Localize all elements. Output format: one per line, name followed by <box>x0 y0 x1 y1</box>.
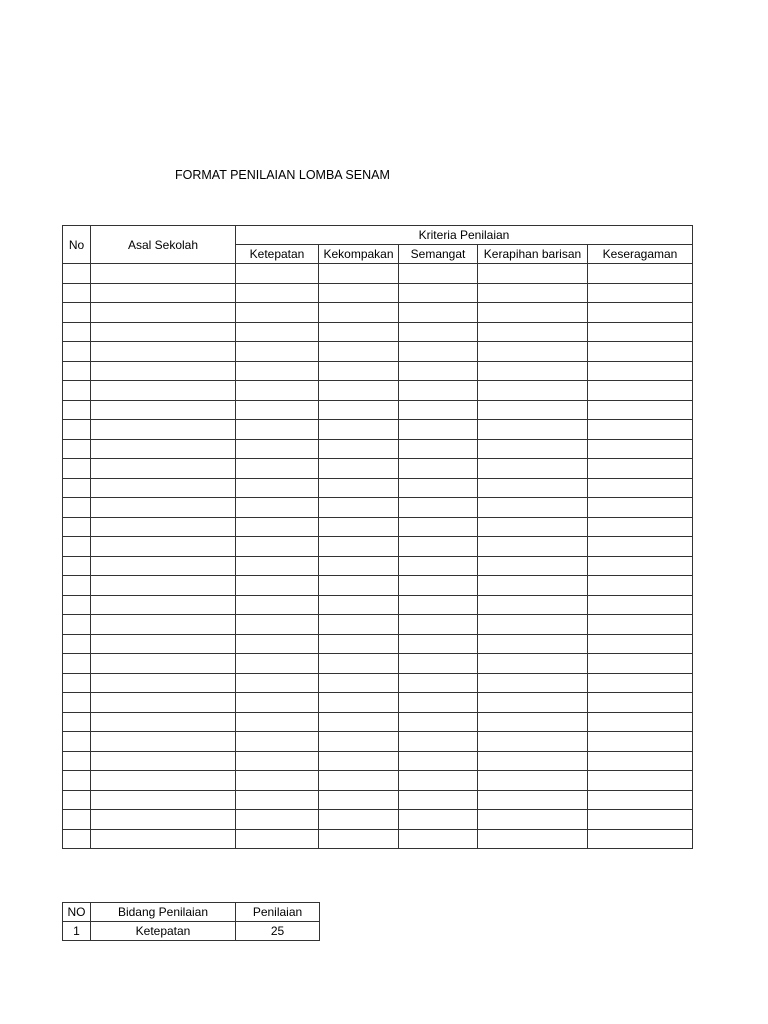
table-cell[interactable] <box>588 634 693 654</box>
table-cell[interactable] <box>399 634 478 654</box>
table-cell[interactable] <box>588 790 693 810</box>
legend-cell-no: 1 <box>63 922 91 941</box>
table-cell[interactable] <box>63 810 91 830</box>
legend-header-bidang: Bidang Penilaian <box>91 903 236 922</box>
table-cell[interactable] <box>63 576 91 596</box>
table-cell[interactable] <box>319 439 399 459</box>
table-cell[interactable] <box>399 517 478 537</box>
table-cell[interactable] <box>478 361 588 381</box>
table-cell[interactable] <box>399 498 478 518</box>
header-ketepatan: Ketepatan <box>236 245 319 264</box>
table-cell[interactable] <box>236 439 319 459</box>
table-cell[interactable] <box>399 751 478 771</box>
table-cell[interactable] <box>236 283 319 303</box>
table-cell[interactable] <box>399 459 478 479</box>
table-cell[interactable] <box>399 595 478 615</box>
table-cell[interactable] <box>399 264 478 284</box>
table-cell[interactable] <box>319 498 399 518</box>
table-cell[interactable] <box>319 342 399 362</box>
header-keseragaman: Keseragaman <box>588 245 693 264</box>
table-cell[interactable] <box>91 771 236 791</box>
table-row <box>63 595 693 615</box>
table-cell[interactable] <box>91 576 236 596</box>
table-row <box>63 771 693 791</box>
table-row <box>63 576 693 596</box>
table-cell[interactable] <box>319 595 399 615</box>
table-cell[interactable] <box>588 673 693 693</box>
table-cell[interactable] <box>63 400 91 420</box>
table-cell[interactable] <box>399 556 478 576</box>
table-row <box>63 517 693 537</box>
table-cell[interactable] <box>236 634 319 654</box>
table-cell[interactable] <box>478 615 588 635</box>
table-cell[interactable] <box>478 810 588 830</box>
table-cell[interactable] <box>63 342 91 362</box>
table-row <box>63 634 693 654</box>
table-cell[interactable] <box>588 712 693 732</box>
assessment-table <box>62 225 693 849</box>
table-cell[interactable] <box>91 478 236 498</box>
table-row <box>63 264 693 284</box>
table-cell[interactable] <box>478 381 588 401</box>
table-cell[interactable] <box>236 712 319 732</box>
table-cell[interactable] <box>478 342 588 362</box>
table-cell[interactable] <box>91 712 236 732</box>
table-cell[interactable] <box>319 303 399 323</box>
table-cell[interactable] <box>478 595 588 615</box>
table-cell[interactable] <box>588 751 693 771</box>
table-cell[interactable] <box>236 400 319 420</box>
table-cell[interactable] <box>478 654 588 674</box>
legend-cell-bidang: Ketepatan <box>91 922 236 941</box>
table-cell[interactable] <box>588 322 693 342</box>
table-cell[interactable] <box>399 810 478 830</box>
legend-header-row <box>63 903 320 922</box>
table-cell[interactable] <box>399 537 478 557</box>
table-cell[interactable] <box>91 693 236 713</box>
table-cell[interactable] <box>91 283 236 303</box>
table-cell[interactable] <box>236 303 319 323</box>
table-cell[interactable] <box>91 420 236 440</box>
table-cell[interactable] <box>319 693 399 713</box>
table-cell[interactable] <box>63 712 91 732</box>
legend-cell-penilaian: 25 <box>236 922 320 941</box>
table-cell[interactable] <box>319 576 399 596</box>
table-cell[interactable] <box>63 673 91 693</box>
table-cell[interactable] <box>319 459 399 479</box>
table-cell[interactable] <box>91 654 236 674</box>
table-cell[interactable] <box>63 264 91 284</box>
legend-table-body <box>63 922 320 941</box>
table-cell[interactable] <box>588 615 693 635</box>
table-cell[interactable] <box>399 693 478 713</box>
table-row <box>63 400 693 420</box>
table-cell[interactable] <box>91 459 236 479</box>
table-cell[interactable] <box>399 478 478 498</box>
table-cell[interactable] <box>399 400 478 420</box>
table-cell[interactable] <box>91 732 236 752</box>
table-cell[interactable] <box>63 751 91 771</box>
table-cell[interactable] <box>63 595 91 615</box>
table-cell[interactable] <box>399 790 478 810</box>
assessment-table-body <box>63 264 693 849</box>
table-cell[interactable] <box>91 342 236 362</box>
table-row <box>63 420 693 440</box>
table-cell[interactable] <box>319 556 399 576</box>
table-cell[interactable] <box>63 537 91 557</box>
table-cell[interactable] <box>63 556 91 576</box>
table-cell[interactable] <box>91 790 236 810</box>
table-cell[interactable] <box>588 381 693 401</box>
table-cell[interactable] <box>588 498 693 518</box>
table-cell[interactable] <box>236 673 319 693</box>
table-cell[interactable] <box>478 556 588 576</box>
table-cell[interactable] <box>319 732 399 752</box>
header-kerapihan-barisan: Kerapihan barisan <box>478 245 588 264</box>
table-cell[interactable] <box>399 771 478 791</box>
table-row <box>63 537 693 557</box>
table-row <box>63 478 693 498</box>
table-cell[interactable] <box>319 400 399 420</box>
table-cell[interactable] <box>478 420 588 440</box>
table-cell[interactable] <box>319 264 399 284</box>
table-cell[interactable] <box>91 634 236 654</box>
header-kriteria-penilaian: Kriteria Penilaian <box>236 226 693 245</box>
table-cell[interactable] <box>478 829 588 849</box>
table-cell[interactable] <box>91 264 236 284</box>
table-cell[interactable] <box>91 361 236 381</box>
table-cell[interactable] <box>91 615 236 635</box>
table-cell[interactable] <box>399 673 478 693</box>
table-cell[interactable] <box>319 751 399 771</box>
table-cell[interactable] <box>319 361 399 381</box>
table-cell[interactable] <box>236 595 319 615</box>
table-row <box>63 361 693 381</box>
table-cell[interactable] <box>478 634 588 654</box>
table-cell[interactable] <box>91 673 236 693</box>
table-row <box>63 459 693 479</box>
table-cell[interactable] <box>319 420 399 440</box>
table-cell[interactable] <box>478 439 588 459</box>
table-cell[interactable] <box>63 381 91 401</box>
table-cell[interactable] <box>399 615 478 635</box>
table-cell[interactable] <box>63 439 91 459</box>
table-cell[interactable] <box>588 342 693 362</box>
table-cell[interactable] <box>478 751 588 771</box>
document-title: FORMAT PENILAIAN LOMBA SENAM <box>175 168 390 182</box>
table-row <box>63 693 693 713</box>
table-cell[interactable] <box>319 537 399 557</box>
table-cell[interactable] <box>478 322 588 342</box>
table-cell[interactable] <box>236 264 319 284</box>
table-cell[interactable] <box>588 459 693 479</box>
table-cell[interactable] <box>319 810 399 830</box>
table-cell[interactable] <box>588 517 693 537</box>
table-cell[interactable] <box>588 439 693 459</box>
table-cell[interactable] <box>478 478 588 498</box>
table-cell[interactable] <box>63 654 91 674</box>
table-cell[interactable] <box>478 576 588 596</box>
table-cell[interactable] <box>478 400 588 420</box>
table-cell[interactable] <box>91 595 236 615</box>
table-cell[interactable] <box>236 790 319 810</box>
table-cell[interactable] <box>478 790 588 810</box>
table-cell[interactable] <box>319 712 399 732</box>
table-cell[interactable] <box>478 459 588 479</box>
table-cell[interactable] <box>91 537 236 557</box>
table-cell[interactable] <box>236 537 319 557</box>
table-cell[interactable] <box>236 576 319 596</box>
table-cell[interactable] <box>588 595 693 615</box>
table-cell[interactable] <box>399 829 478 849</box>
table-cell[interactable] <box>63 790 91 810</box>
table-row <box>63 615 693 635</box>
table-cell[interactable] <box>399 654 478 674</box>
table-cell[interactable] <box>399 342 478 362</box>
table-cell[interactable] <box>63 634 91 654</box>
table-cell[interactable] <box>236 478 319 498</box>
table-cell[interactable] <box>399 361 478 381</box>
table-cell[interactable] <box>319 381 399 401</box>
table-row <box>63 303 693 323</box>
table-cell[interactable] <box>399 283 478 303</box>
table-cell[interactable] <box>236 498 319 518</box>
table-cell[interactable] <box>63 732 91 752</box>
table-cell[interactable] <box>91 303 236 323</box>
table-cell[interactable] <box>588 556 693 576</box>
table-cell[interactable] <box>63 693 91 713</box>
table-cell[interactable] <box>91 751 236 771</box>
table-row <box>63 381 693 401</box>
header-kekompakan: Kekompakan <box>319 245 399 264</box>
table-row <box>63 654 693 674</box>
table-cell[interactable] <box>236 342 319 362</box>
table-cell[interactable] <box>478 303 588 323</box>
table-cell[interactable] <box>588 537 693 557</box>
score-legend-table <box>62 902 320 941</box>
table-cell[interactable] <box>478 732 588 752</box>
table-cell[interactable] <box>319 478 399 498</box>
legend-row <box>63 922 320 941</box>
table-cell[interactable] <box>588 361 693 381</box>
table-cell[interactable] <box>478 517 588 537</box>
table-cell[interactable] <box>319 673 399 693</box>
table-row <box>63 342 693 362</box>
table-cell[interactable] <box>399 712 478 732</box>
table-cell[interactable] <box>319 771 399 791</box>
table-cell[interactable] <box>399 381 478 401</box>
table-cell[interactable] <box>91 381 236 401</box>
table-cell[interactable] <box>63 498 91 518</box>
table-cell[interactable] <box>588 576 693 596</box>
table-row <box>63 673 693 693</box>
table-cell[interactable] <box>63 615 91 635</box>
header-semangat: Semangat <box>399 245 478 264</box>
table-cell[interactable] <box>63 303 91 323</box>
table-cell[interactable] <box>478 673 588 693</box>
table-cell[interactable] <box>63 517 91 537</box>
table-cell[interactable] <box>588 654 693 674</box>
table-row <box>63 712 693 732</box>
table-cell[interactable] <box>236 322 319 342</box>
table-cell[interactable] <box>236 654 319 674</box>
header-asal-sekolah: Asal Sekolah <box>91 226 236 264</box>
table-cell[interactable] <box>399 303 478 323</box>
table-row <box>63 751 693 771</box>
table-cell[interactable] <box>588 478 693 498</box>
table-cell[interactable] <box>588 400 693 420</box>
table-cell[interactable] <box>588 810 693 830</box>
table-cell[interactable] <box>588 264 693 284</box>
table-cell[interactable] <box>91 322 236 342</box>
table-row <box>63 829 693 849</box>
table-row <box>63 732 693 752</box>
table-cell[interactable] <box>91 829 236 849</box>
table-cell[interactable] <box>236 420 319 440</box>
table-cell[interactable] <box>63 361 91 381</box>
table-cell[interactable] <box>63 459 91 479</box>
legend-header-no: NO <box>63 903 91 922</box>
table-cell[interactable] <box>236 361 319 381</box>
table-cell[interactable] <box>399 439 478 459</box>
table-cell[interactable] <box>478 264 588 284</box>
table-cell[interactable] <box>63 322 91 342</box>
table-cell[interactable] <box>319 829 399 849</box>
table-cell[interactable] <box>236 693 319 713</box>
table-cell[interactable] <box>63 420 91 440</box>
table-cell[interactable] <box>236 732 319 752</box>
table-cell[interactable] <box>236 829 319 849</box>
table-cell[interactable] <box>91 810 236 830</box>
header-no: No <box>63 226 91 264</box>
table-cell[interactable] <box>478 712 588 732</box>
table-cell[interactable] <box>399 732 478 752</box>
table-cell[interactable] <box>236 459 319 479</box>
table-cell[interactable] <box>588 283 693 303</box>
table-cell[interactable] <box>91 556 236 576</box>
table-row <box>63 498 693 518</box>
table-cell[interactable] <box>588 693 693 713</box>
header-row-top <box>63 226 693 245</box>
table-cell[interactable] <box>478 498 588 518</box>
table-row <box>63 283 693 303</box>
table-cell[interactable] <box>478 537 588 557</box>
table-cell[interactable] <box>588 303 693 323</box>
table-cell[interactable] <box>236 517 319 537</box>
table-row <box>63 790 693 810</box>
table-cell[interactable] <box>399 576 478 596</box>
table-cell[interactable] <box>319 517 399 537</box>
table-cell[interactable] <box>319 283 399 303</box>
table-cell[interactable] <box>63 771 91 791</box>
table-cell[interactable] <box>63 829 91 849</box>
table-cell[interactable] <box>63 478 91 498</box>
table-cell[interactable] <box>319 634 399 654</box>
table-row <box>63 556 693 576</box>
table-cell[interactable] <box>236 771 319 791</box>
table-cell[interactable] <box>91 400 236 420</box>
table-cell[interactable] <box>236 556 319 576</box>
table-row <box>63 322 693 342</box>
table-cell[interactable] <box>236 381 319 401</box>
table-cell[interactable] <box>478 771 588 791</box>
table-cell[interactable] <box>588 420 693 440</box>
table-cell[interactable] <box>236 751 319 771</box>
table-cell[interactable] <box>588 732 693 752</box>
table-cell[interactable] <box>236 810 319 830</box>
table-cell[interactable] <box>91 439 236 459</box>
table-cell[interactable] <box>588 829 693 849</box>
legend-header-penilaian: Penilaian <box>236 903 320 922</box>
table-cell[interactable] <box>91 498 236 518</box>
table-cell[interactable] <box>319 654 399 674</box>
table-cell[interactable] <box>478 283 588 303</box>
table-cell[interactable] <box>319 790 399 810</box>
table-cell[interactable] <box>478 693 588 713</box>
table-cell[interactable] <box>63 283 91 303</box>
table-row <box>63 439 693 459</box>
table-cell[interactable] <box>319 615 399 635</box>
table-cell[interactable] <box>588 771 693 791</box>
table-cell[interactable] <box>399 420 478 440</box>
table-cell[interactable] <box>319 322 399 342</box>
table-cell[interactable] <box>399 322 478 342</box>
table-cell[interactable] <box>236 615 319 635</box>
table-row <box>63 810 693 830</box>
table-cell[interactable] <box>91 517 236 537</box>
